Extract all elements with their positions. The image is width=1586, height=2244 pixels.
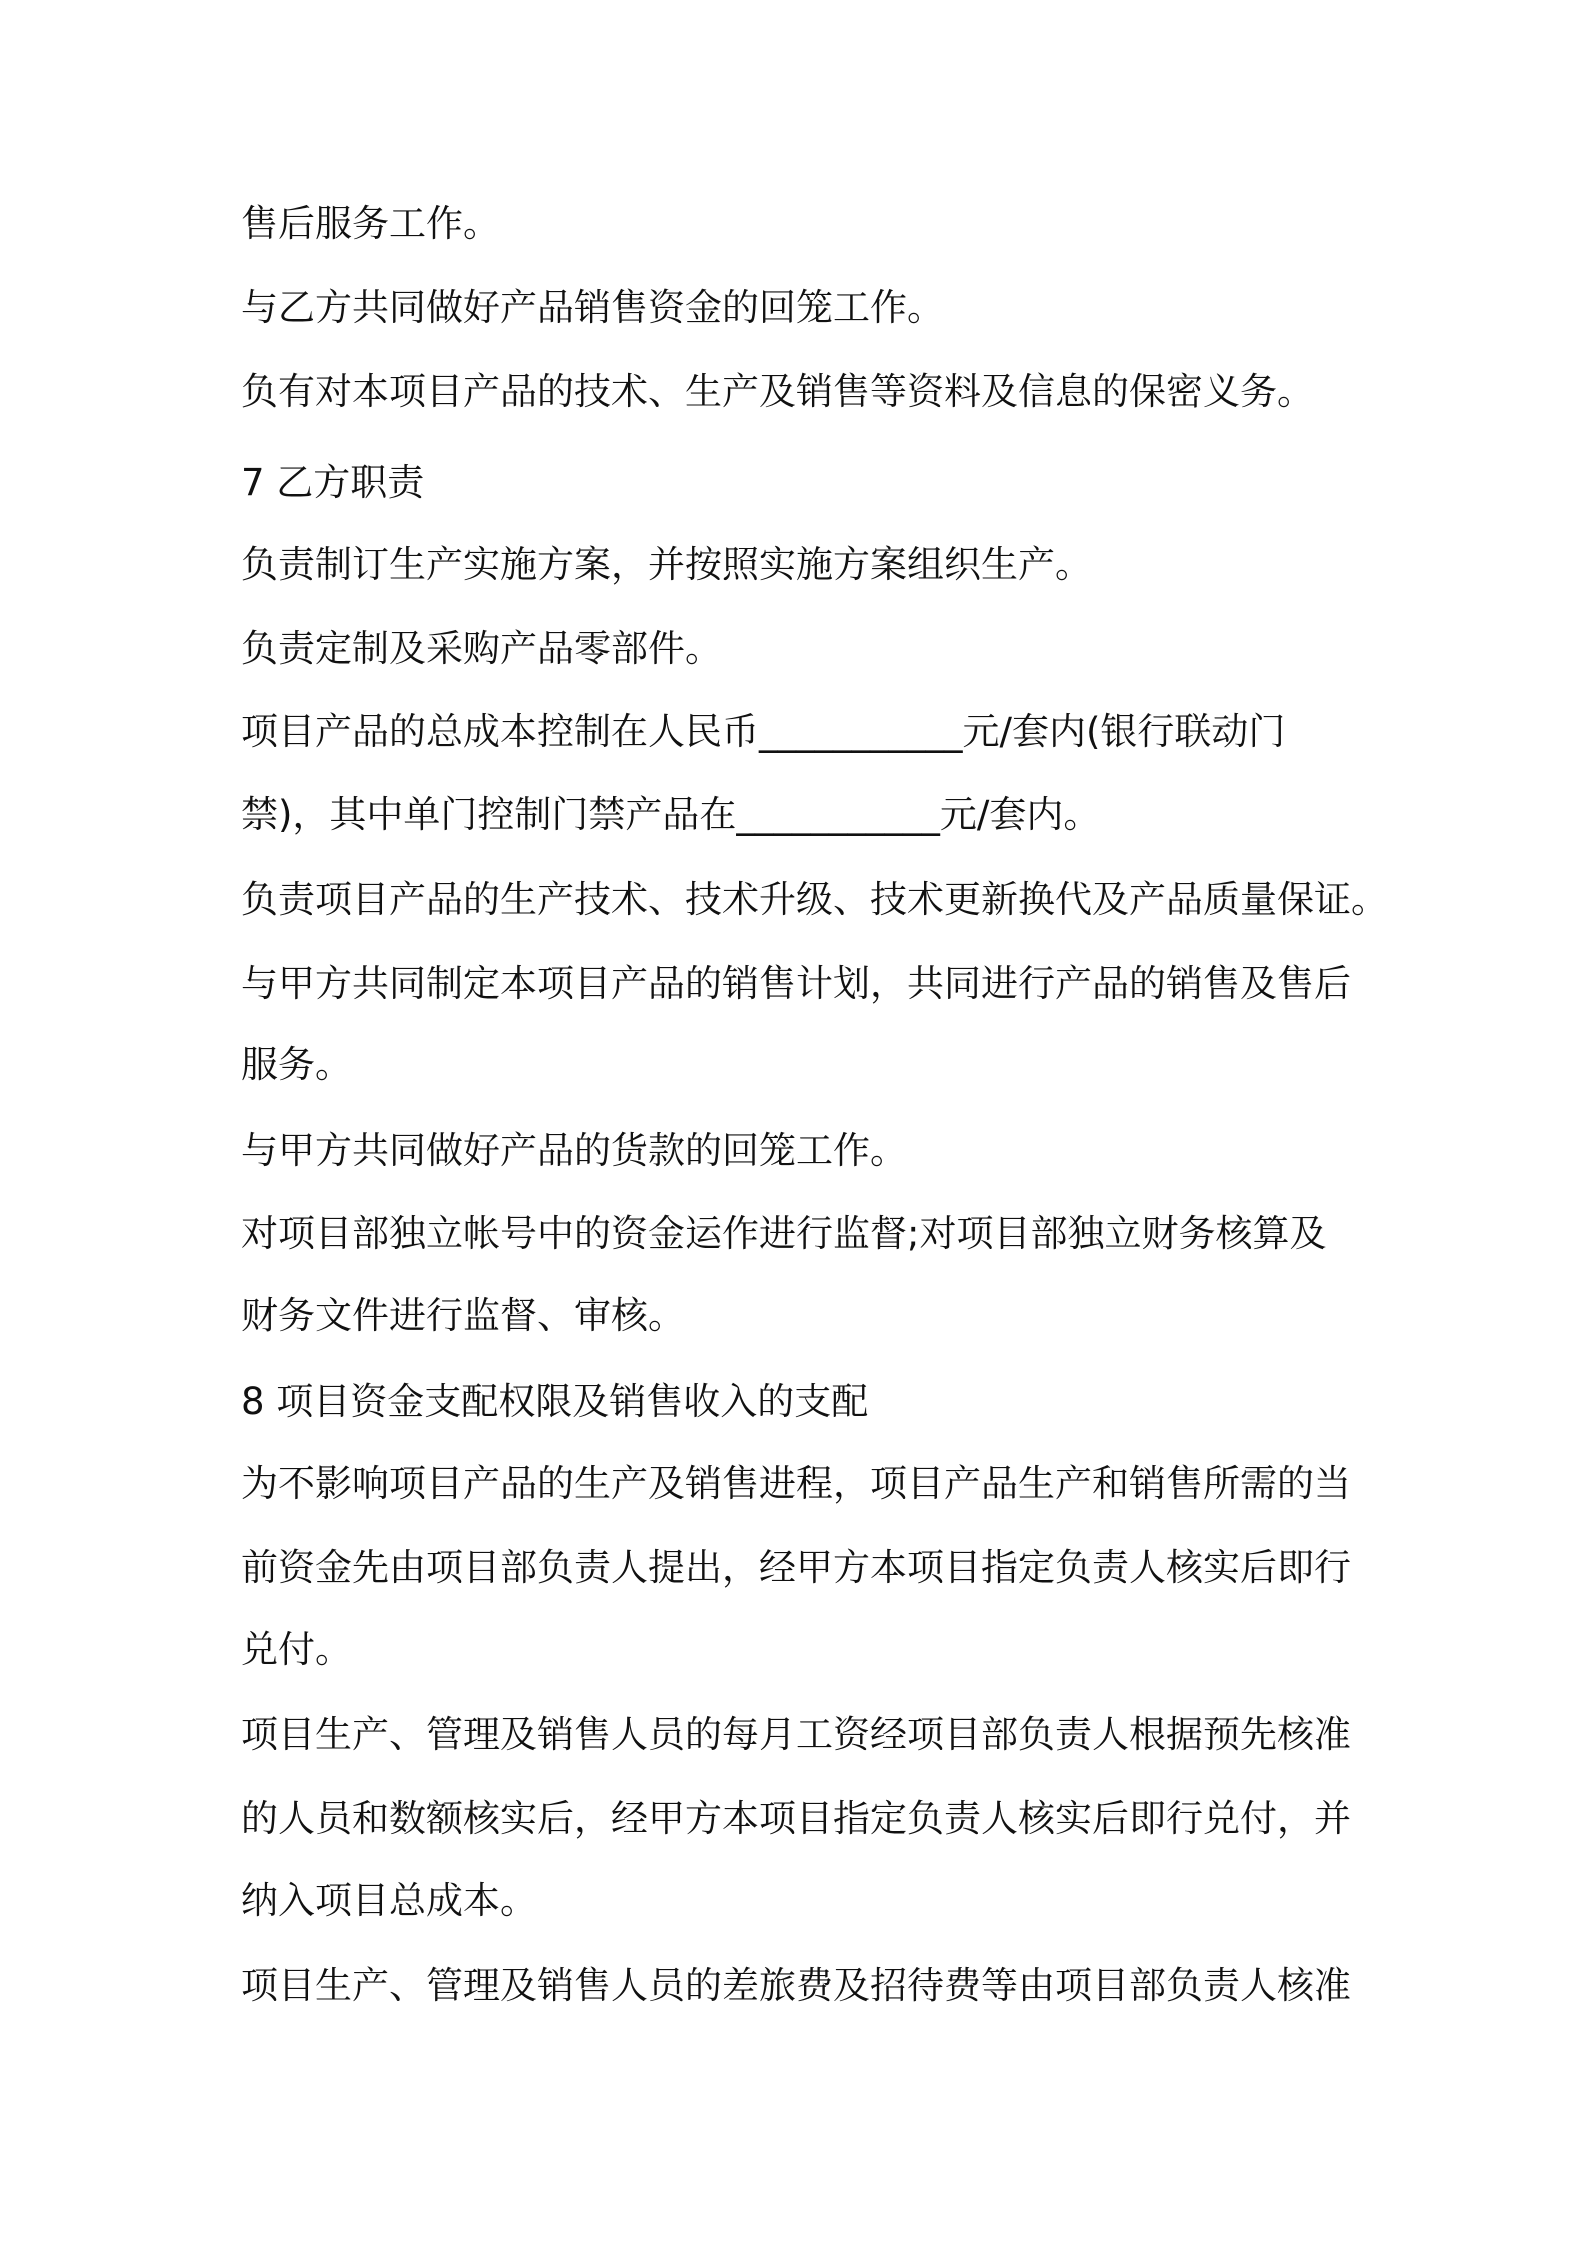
text-line: 服务。 [241,1043,352,1086]
text-line: 纳入项目总成本。 [241,1879,537,1922]
text-line: 负责定制及采购产品零部件。 [241,627,722,670]
text-line: 禁)，其中单门控制门禁产品在___________元/套内。 [241,793,1101,836]
section-heading: 7 乙方职责 [241,461,425,504]
text-line: 售后服务工作。 [241,202,500,245]
text-line: 兑付。 [241,1628,352,1671]
text-line: 的人员和数额核实后，经甲方本项目指定负责人核实后即行兑付，并 [241,1797,1351,1840]
text-line: 与甲方共同做好产品的货款的回笼工作。 [241,1129,907,1172]
text-line: 项目产品的总成本控制在人民币___________元/套内(银行联动门 [241,710,1286,753]
text-line: 项目生产、管理及销售人员的差旅费及招待费等由项目部负责人核准 [241,1964,1351,2007]
text-line: 财务文件进行监督、审核。 [241,1294,685,1337]
text-line: 负有对本项目产品的技术、生产及销售等资料及信息的保密义务。 [241,370,1314,413]
text-line: 负责制订生产实施方案，并按照实施方案组织生产。 [241,543,1092,586]
text-line: 前资金先由项目部负责人提出，经甲方本项目指定负责人核实后即行 [241,1546,1351,1589]
text-line: 项目生产、管理及销售人员的每月工资经项目部负责人根据预先核准 [241,1713,1351,1756]
text-line: 与乙方共同做好产品销售资金的回笼工作。 [241,286,944,329]
text-line: 与甲方共同制定本项目产品的销售计划，共同进行产品的销售及售后 [241,962,1351,1005]
text-line: 对项目部独立帐号中的资金运作进行监督;对项目部独立财务核算及 [241,1212,1327,1255]
text-line: 负责项目产品的生产技术、技术升级、技术更新换代及产品质量保证。 [241,878,1388,921]
text-line: 为不影响项目产品的生产及销售进程，项目产品生产和销售所需的当 [241,1462,1351,1505]
section-heading: 8 项目资金支配权限及销售收入的支配 [241,1380,869,1423]
